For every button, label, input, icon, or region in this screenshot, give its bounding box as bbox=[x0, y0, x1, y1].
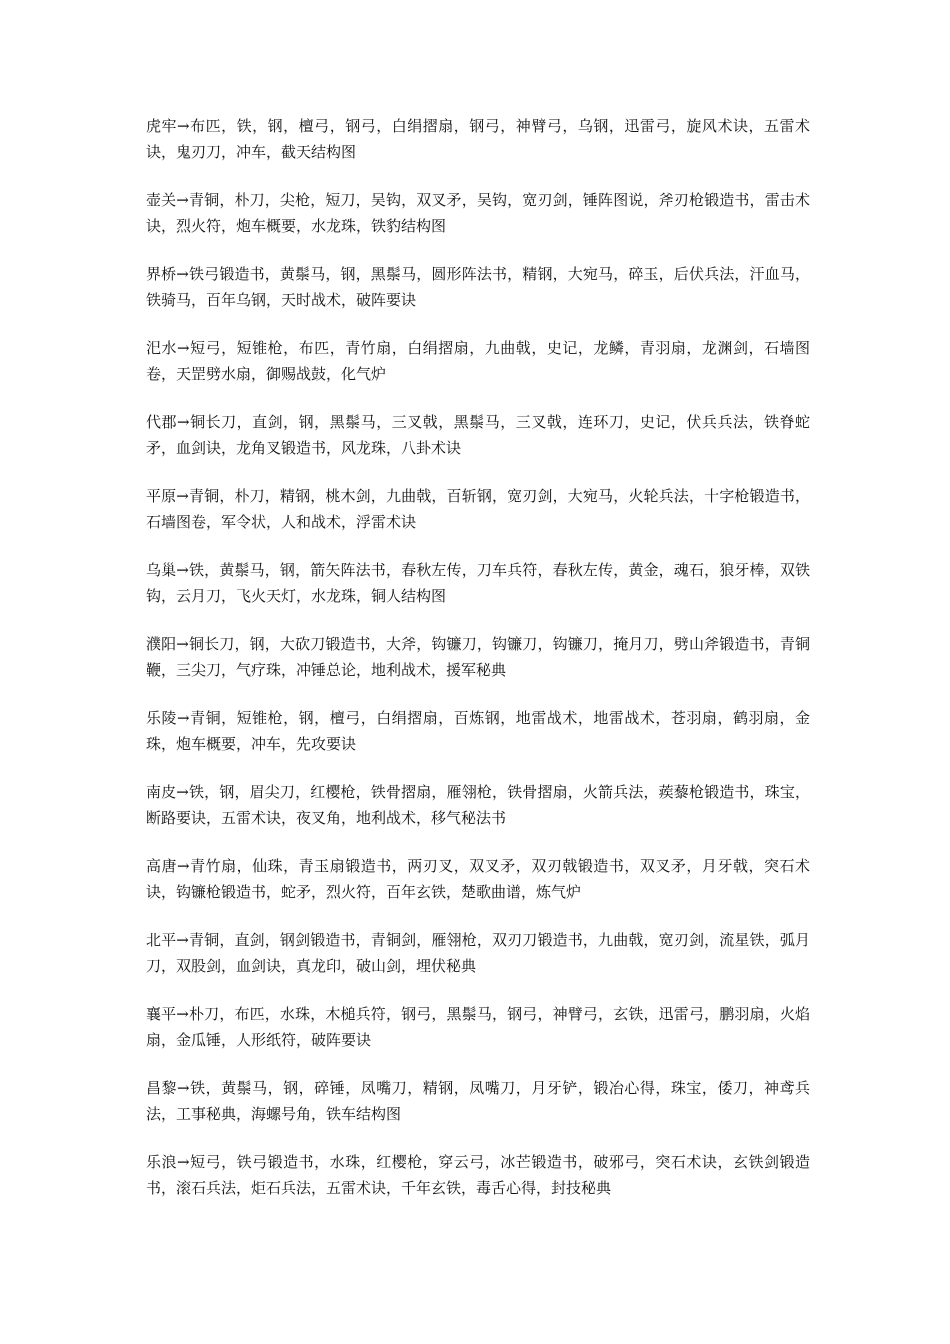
entry-puyang: 濮阳→铜长刀，钢，大砍刀锻造书，大斧，钩镰刀，钩镰刀，钩镰刀，掩月刀，劈山斧锻造书，青铜鞭，三尖刀，气疗珠，冲锤总论，地利战术，援军秘典 bbox=[146, 635, 810, 679]
entry-lelang: 乐浪→短弓，铁弓锻造书，水珠，红樱枪，穿云弓，冰芒锻造书，破邪弓，突石术诀，玄铁剑锻造书，滚石兵法，炬石兵法，五雷术诀，千年玄铁，毒舌心得，封技秘典 bbox=[146, 1153, 810, 1197]
entry-nanpi: 南皮→铁，钢，眉尖刀，红樱枪，铁骨摺扇，雁翎枪，铁骨摺扇，火箭兵法，蒺藜枪锻造书，珠宝，断路要诀，五雷术诀，夜叉角，地利战术，移气秘法书 bbox=[146, 783, 810, 827]
entry-jieqiao: 界桥→铁弓锻造书，黄鬃马，钢，黑鬃马，圆形阵法书，精钢，大宛马，碎玉，后伏兵法，汗血马，铁骑马，百年乌钢，天时战术，破阵要诀 bbox=[146, 265, 810, 309]
entry-huguan: 壶关→青铜，朴刀，尖枪，短刀，吴钩，双叉矛，吴钩，宽刃剑，锤阵图说，斧刃枪锻造书，雷击术诀，烈火符，炮车概要，水龙珠，铁豹结构图 bbox=[146, 191, 810, 235]
entry-wuchao: 乌巢→铁，黄鬃马，钢，箭矢阵法书，春秋左传，刀车兵符，春秋左传，黄金，魂石，狼牙棒，双铁钩，云月刀，飞火天灯，水龙珠，铜人结构图 bbox=[146, 561, 810, 605]
entry-leling: 乐陵→青铜，短锥枪，钢，檀弓，白绢摺扇，百炼钢，地雷战术，地雷战术，苍羽扇，鹤羽扇，金珠，炮车概要，冲车，先攻要诀 bbox=[146, 709, 810, 753]
entry-xiangping: 襄平→朴刀，布匹，水珠，木槌兵符，钢弓，黑鬃马，钢弓，神臂弓，玄铁，迅雷弓，鹏羽扇，火焰扇，金瓜锤，人形纸符，破阵要诀 bbox=[146, 1005, 810, 1049]
entry-hulao: 虎牢→布匹，铁，钢，檀弓，钢弓，白绢摺扇，钢弓，神臂弓，乌钢，迅雷弓，旋风术诀，五雷术诀，鬼刃刀，冲车，截天结构图 bbox=[146, 117, 810, 161]
entry-sishui: 汜水→短弓，短锥枪，布匹，青竹扇，白绢摺扇，九曲戟，史记，龙鳞，青羽扇，龙渊剑，石墙图卷，天罡劈水扇，御赐战鼓，化气炉 bbox=[146, 339, 810, 383]
document-body bbox=[146, 113, 810, 1223]
entry-beiping: 北平→青铜，直剑，钢剑锻造书，青铜剑，雁翎枪，双刃刀锻造书，九曲戟，宽刃剑，流星铁，弧月刀，双股剑，血剑诀，真龙印，破山剑，埋伏秘典 bbox=[146, 931, 810, 975]
entry-daijun: 代郡→铜长刀，直剑，钢，黑鬃马，三叉戟，黑鬃马，三叉戟，连环刀，史记，伏兵兵法，铁脊蛇矛，血剑诀，龙角叉锻造书，风龙珠，八卦术诀 bbox=[146, 413, 810, 457]
entry-gaotang: 高唐→青竹扇，仙珠，青玉扇锻造书，两刃叉，双叉矛，双刃戟锻造书，双叉矛，月牙戟，突石术诀，钩镰枪锻造书，蛇矛，烈火符，百年玄铁，楚歌曲谱，炼气炉 bbox=[146, 857, 810, 901]
entry-changli: 昌黎→铁，黄鬃马，钢，碎锤，凤嘴刀，精钢，凤嘴刀，月牙铲，锻冶心得，珠宝，倭刀，神鸢兵法，工事秘典，海螺号角，铁车结构图 bbox=[146, 1079, 810, 1123]
entry-pingyuan: 平原→青铜，朴刀，精钢，桃木剑，九曲戟，百斩钢，宽刃剑，大宛马，火轮兵法，十字枪锻造书，石墙图卷，军令状，人和战术，浮雷术诀 bbox=[146, 487, 810, 531]
